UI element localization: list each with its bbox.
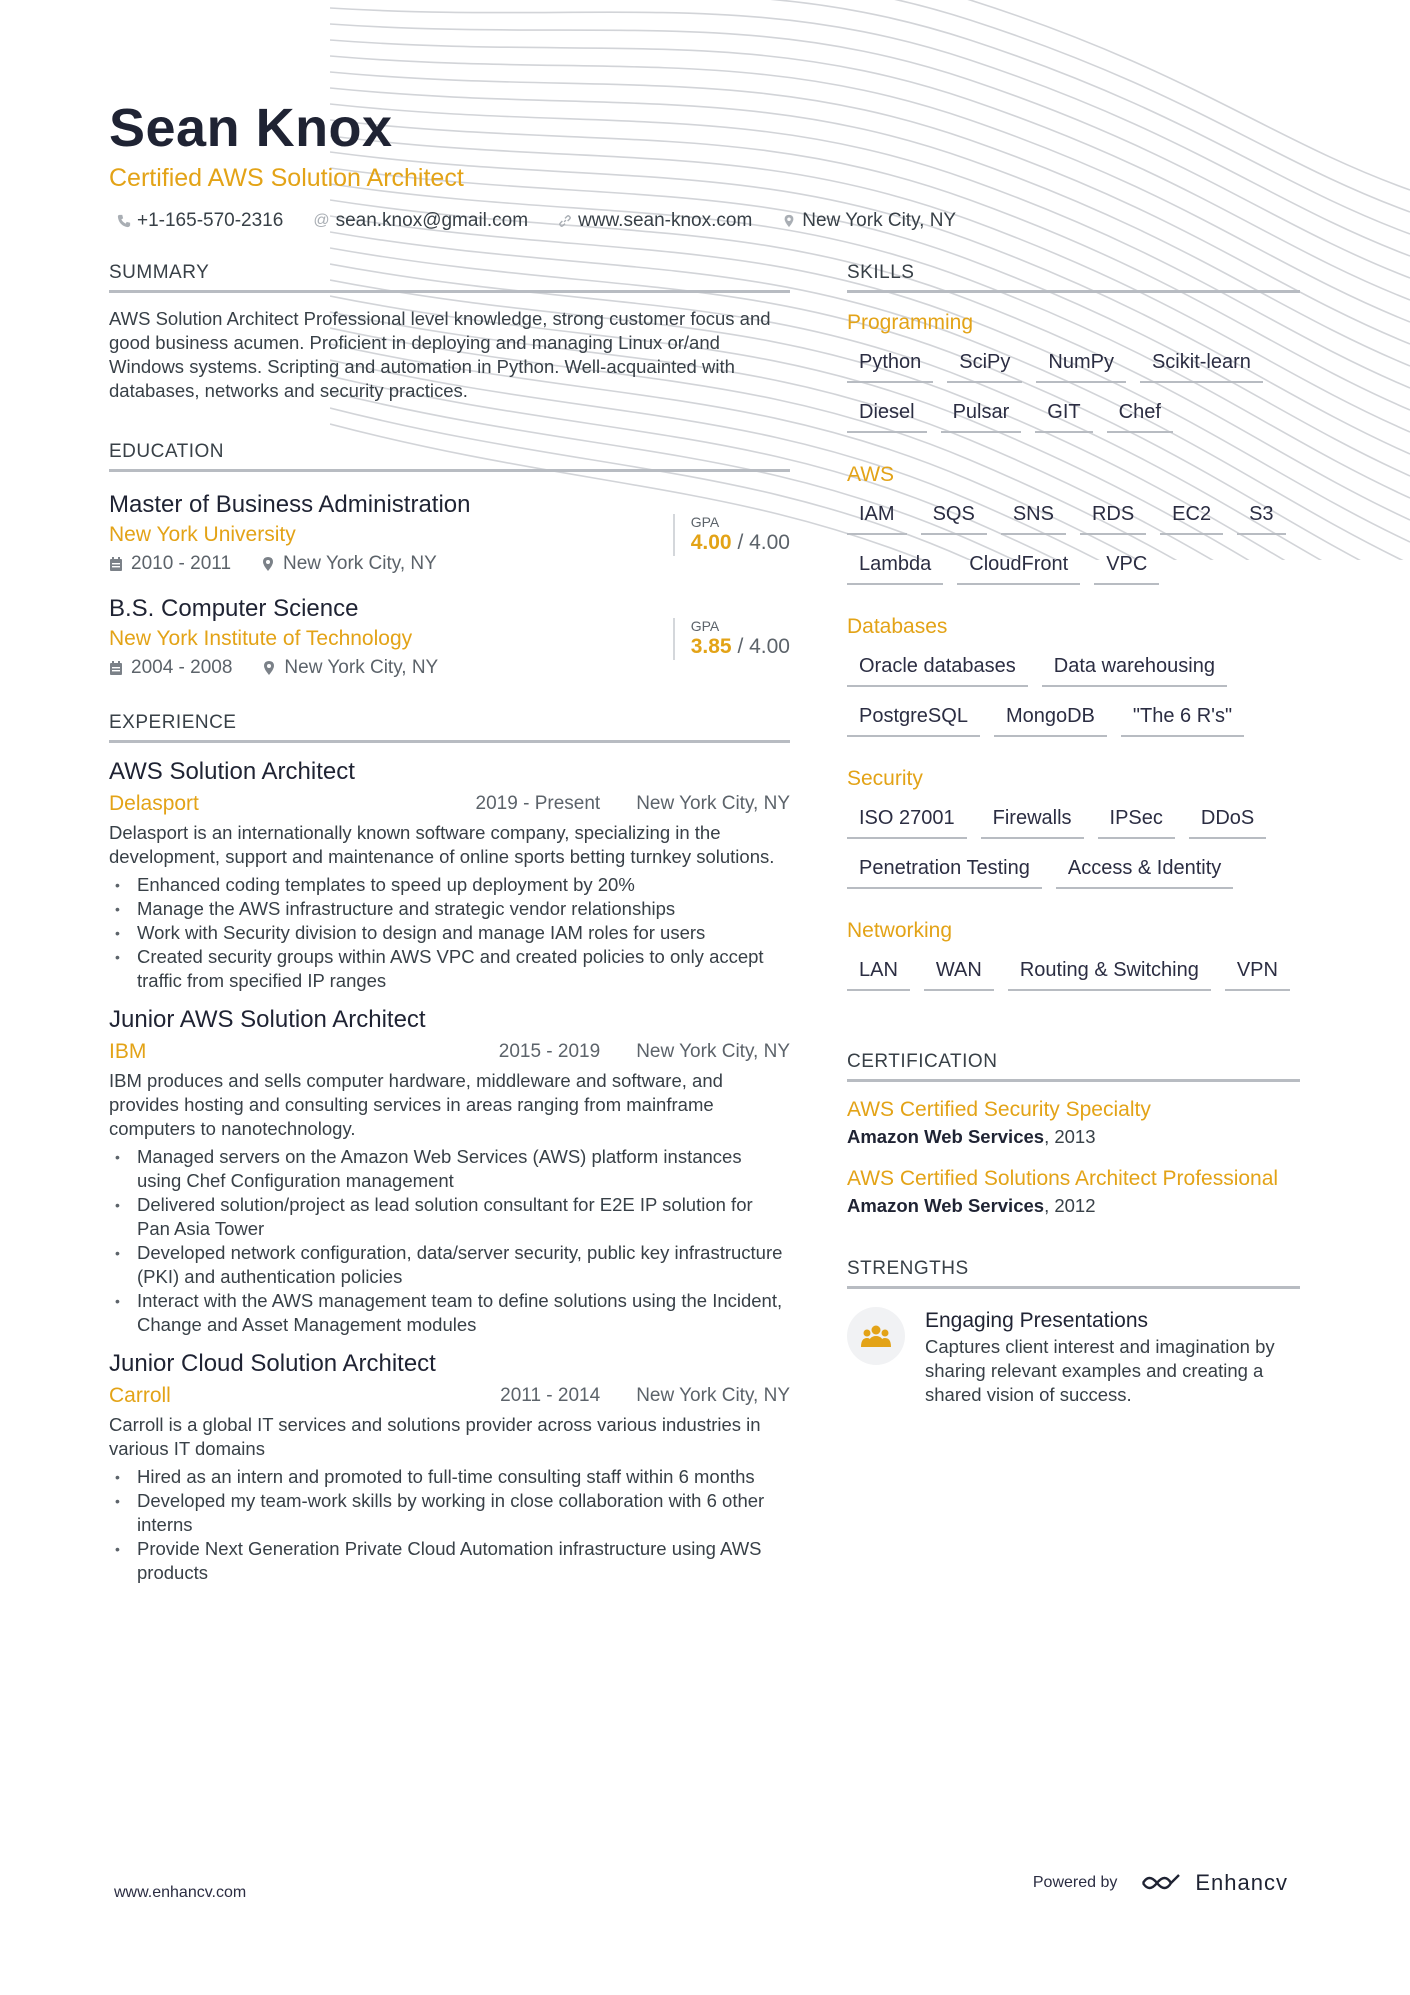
phone-icon: [117, 214, 131, 228]
certification-issuer: [847, 1192, 1300, 1220]
skill-category: Security: [847, 767, 923, 790]
skill-tag: S3: [1237, 501, 1285, 535]
skill-tag: Firewalls: [981, 805, 1084, 839]
skill-tag: MongoDB: [994, 703, 1107, 737]
skill-tag: SNS: [1001, 501, 1066, 535]
skill-tag: SQS: [921, 501, 987, 535]
skill-tags: [847, 653, 1300, 737]
job-bullets: [109, 1465, 790, 1585]
footer-branding: [1033, 1870, 1288, 1896]
contact-phone[interactable]: [117, 210, 283, 232]
job-dates-group: [468, 787, 601, 821]
education-location: New York City, NY: [284, 657, 439, 678]
experience-item: [109, 1349, 790, 1585]
strength-description: Captures client interest and imagination by sharing relevant examples and creating a shared vision of success.: [925, 1336, 1275, 1405]
enhancv-brand-text: Enhancv: [1195, 1870, 1288, 1895]
experience-section: [109, 712, 790, 1585]
certification-item: [847, 1096, 1300, 1151]
job-dates: 2015 - 2019: [498, 1041, 601, 1062]
degree: B.S. Computer Science: [109, 595, 359, 622]
skill-tag: PostgreSQL: [847, 703, 980, 737]
gpa-max: / 4.00: [731, 635, 790, 658]
job-location: New York City, NY: [636, 1385, 790, 1406]
education-location: New York City, NY: [283, 553, 437, 574]
job-location-group: [628, 1379, 790, 1413]
certification-org: Amazon Web Services: [847, 1126, 1045, 1147]
gpa-value: [691, 634, 790, 660]
at-icon: @: [313, 212, 330, 229]
skill-tag: Routing & Switching: [1008, 957, 1211, 991]
skill-tags: [847, 805, 1300, 889]
contact-bar: [109, 210, 1300, 232]
skill-tag: WAN: [924, 957, 994, 991]
certification-title: AWS Certified Security Specialty: [847, 1098, 1151, 1121]
gpa-box: [673, 514, 790, 556]
skill-category: Databases: [847, 615, 948, 638]
skill-tag: CloudFront: [957, 551, 1080, 585]
job-location-group: [628, 1035, 790, 1069]
skill-tag: "The 6 R's": [1121, 703, 1244, 737]
skill-tag: Oracle databases: [847, 653, 1028, 687]
skill-tag: Penetration Testing: [847, 855, 1042, 889]
skill-tags: [847, 957, 1300, 991]
location-pin-icon: [782, 214, 796, 228]
bullet-item: • Developed my team-work skills by working in close collaboration with 6 other interns: [109, 1489, 790, 1537]
job-title: Junior Cloud Solution Architect: [109, 1350, 436, 1377]
job-title: Junior AWS Solution Architect: [109, 1006, 426, 1033]
location-pin-icon: [261, 556, 275, 572]
powered-by-text: Powered by: [1032, 1874, 1118, 1891]
gpa-label: GPA: [690, 514, 720, 530]
job-dates: 2019 - Present: [475, 793, 601, 814]
skill-tag: VPN: [1225, 957, 1290, 991]
skills-heading: SKILLS: [847, 262, 1300, 293]
school-name[interactable]: New York Institute of Technology: [109, 627, 413, 650]
link-icon: [558, 214, 572, 228]
certification-year: , 2013: [1044, 1126, 1096, 1147]
job-row: [109, 1379, 790, 1413]
strength-item: [847, 1307, 1300, 1407]
summary-heading: SUMMARY: [109, 262, 790, 293]
job-location: New York City, NY: [636, 1041, 790, 1062]
bullet-item: • Provide Next Generation Private Cloud Automation infrastructure using AWS products: [109, 1537, 790, 1585]
job-description: Carroll is a global IT services and solutions provider across various industries in various IT domains: [109, 1414, 761, 1459]
contact-website[interactable]: [558, 210, 752, 232]
skill-tag: RDS: [1080, 501, 1146, 535]
email-text: sean.knox@gmail.com: [335, 210, 529, 231]
location-text: New York City, NY: [802, 210, 957, 231]
certification-org: Amazon Web Services: [847, 1195, 1045, 1216]
bullet-item: • Work with Security division to design and manage IAM roles for users: [109, 921, 790, 945]
skill-tag: Access & Identity: [1056, 855, 1233, 889]
skill-tag: LAN: [847, 957, 910, 991]
job-description: Delasport is an internationally known software company, specializing in the development, support and maintenance of online sports betting turnkey solutions.: [109, 822, 775, 867]
calendar-icon: [109, 556, 123, 572]
bullet-item: • Interact with the AWS management team to define solutions using the Incident, Change and Asset Management modules: [109, 1289, 790, 1337]
certification-item: [847, 1165, 1300, 1220]
degree: Master of Business Administration: [109, 491, 471, 518]
education-item: [109, 594, 790, 682]
skill-tag: Data warehousing: [1042, 653, 1227, 687]
summary-text: AWS Solution Architect Professional level knowledge, strong customer focus and good business acumen. Proficient in deploying and managing Linux or/and Windows systems. Scripting and automation in Python. Well-acquainted with databases, networks and security practices.: [109, 308, 771, 401]
skill-tag: Scikit-learn: [1140, 349, 1263, 383]
company-name[interactable]: Delasport: [109, 792, 199, 815]
bullet-item: • Developed network configuration, data/server security, public key infrastructure (PKI) and authentication policies: [109, 1241, 790, 1289]
job-meta: [468, 787, 790, 821]
gpa-score: 4.00: [690, 531, 732, 554]
education-section: [109, 441, 790, 682]
bullet-item: • Delivered solution/project as lead solution consultant for E2E IP solution for Pan Asia Tower: [109, 1193, 790, 1241]
skill-tag: IPSec: [1098, 805, 1175, 839]
job-dates-group: [491, 1035, 600, 1069]
job-dates-group: [492, 1379, 600, 1413]
candidate-name: Sean Knox: [109, 98, 393, 158]
experience-item: [109, 1005, 790, 1337]
gpa-box: [673, 618, 790, 660]
gpa-score: 3.85: [690, 635, 732, 658]
skill-tag: DDoS: [1189, 805, 1266, 839]
job-meta: [491, 1035, 790, 1069]
skill-tag: Python: [847, 349, 933, 383]
company-name[interactable]: Carroll: [109, 1384, 171, 1407]
resume-page: [109, 96, 1300, 1583]
skill-category: Programming: [847, 311, 974, 334]
job-row: [109, 1035, 790, 1069]
company-name[interactable]: IBM: [109, 1040, 147, 1063]
job-row: [109, 787, 790, 821]
skill-tag: NumPy: [1036, 349, 1126, 383]
skill-tag: Lambda: [847, 551, 943, 585]
skill-category: AWS: [847, 463, 895, 486]
skill-tags: [847, 349, 1300, 433]
right-column: [847, 262, 1300, 1407]
job-bullets: [109, 873, 790, 993]
education-dates: 2010 - 2011: [131, 553, 232, 574]
location-pin-icon: [262, 660, 276, 676]
bullet-item: • Created security groups within AWS VPC and created policies to only accept traffic from specified IP ranges: [109, 945, 790, 993]
candidate-title: Certified AWS Solution Architect: [109, 164, 464, 192]
job-dates: 2011 - 2014: [500, 1385, 601, 1406]
skill-tag: VPC: [1094, 551, 1159, 585]
people-icon: [847, 1307, 905, 1365]
strengths-section: [847, 1258, 1300, 1407]
website-text: www.sean-knox.com: [578, 210, 753, 231]
skill-tag: ISO 27001: [847, 805, 967, 839]
education-item: [109, 490, 790, 578]
bullet-item: • Manage the AWS infrastructure and strategic vendor relationships: [109, 897, 790, 921]
bullet-item: • Enhanced coding templates to speed up deployment by 20%: [109, 873, 790, 897]
skill-tag: Pulsar: [941, 399, 1022, 433]
education-dates: 2004 - 2008: [131, 657, 233, 678]
certification-year: , 2012: [1044, 1195, 1096, 1216]
job-bullets: [109, 1145, 790, 1337]
skill-tag: EC2: [1160, 501, 1223, 535]
education-heading: EDUCATION: [109, 441, 790, 472]
enhancv-logo[interactable]: [1139, 1870, 1288, 1896]
phone-text: +1-165-570-2316: [137, 210, 284, 231]
skill-tags: [847, 501, 1300, 585]
job-location-group: [628, 787, 790, 821]
footer-website[interactable]: www.enhancv.com: [114, 1884, 247, 1901]
enhancv-logo-icon: [1139, 1871, 1185, 1895]
strengths-heading: STRENGTHS: [847, 1258, 1300, 1289]
certification-issuer: [847, 1123, 1300, 1151]
gpa-value: [691, 530, 790, 556]
calendar-icon: [109, 660, 123, 676]
skill-tag: IAM: [847, 501, 907, 535]
contact-location: [782, 210, 956, 232]
summary-section: [109, 262, 790, 403]
certification-heading: CERTIFICATION: [847, 1051, 1300, 1082]
strength-title: Engaging Presentations: [925, 1309, 1148, 1332]
job-meta: [492, 1379, 790, 1413]
school-name[interactable]: New York University: [109, 523, 296, 546]
bullet-item: • Managed servers on the Amazon Web Services (AWS) platform instances using Chef Configuration management: [109, 1145, 790, 1193]
gpa-max: / 4.00: [731, 531, 790, 554]
gpa-label: GPA: [690, 618, 720, 634]
certification-section: [847, 1051, 1300, 1220]
job-description: IBM produces and sells computer hardware, middleware and software, and provides hosting and consulting services in areas ranging from mainframe computers to nanotechnology.: [109, 1070, 723, 1139]
certification-title: AWS Certified Solutions Architect Professional: [847, 1167, 1279, 1190]
skill-tag: SciPy: [947, 349, 1022, 383]
skill-tag: Chef: [1107, 399, 1173, 433]
skill-tag: Diesel: [847, 399, 927, 433]
experience-item: [109, 757, 790, 993]
left-column: [109, 262, 790, 1585]
skill-tag: GIT: [1035, 399, 1092, 433]
strength-content: [925, 1307, 1300, 1407]
experience-heading: EXPERIENCE: [109, 712, 790, 743]
job-title: AWS Solution Architect: [109, 758, 355, 785]
skills-section: [847, 262, 1300, 991]
contact-email[interactable]: [313, 210, 528, 232]
job-location: New York City, NY: [636, 793, 790, 814]
bullet-item: • Hired as an intern and promoted to full-time consulting staff within 6 months: [109, 1465, 790, 1489]
skill-category: Networking: [847, 919, 953, 942]
